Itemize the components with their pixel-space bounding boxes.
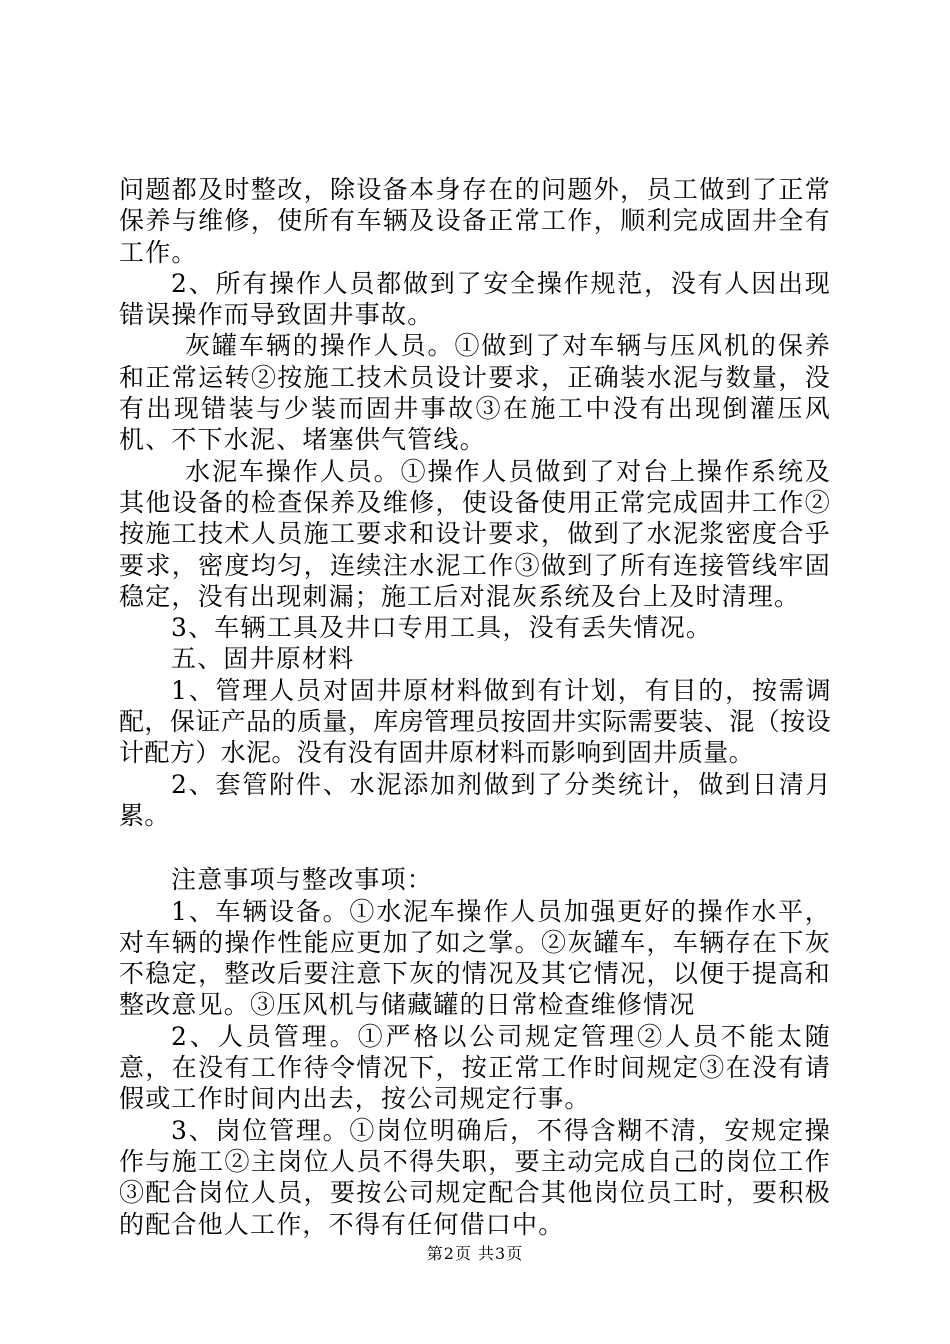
paragraph-vehicle-equipment: 1、车辆设备。①水泥车操作人员加强更好的操作水平，对车辆的操作性能应更加了如之掌。②灰罐车，车辆存在下灰不稳定，整改后要注意下灰的情况及其它情况，以便于提高和整改意见。③压风机与储藏罐的日常检查维修情况 [119,896,831,1020]
paragraph-ash-tank-operators: 灰罐车辆的操作人员。①做到了对车辆与压风机的保养和正常运转②按施工技术员设计要求，正确装水泥与数量，没有出现错装与少装而固井事故③在施工中没有出现倒灌压风机、不下水泥、堵塞供气管线。 [119,331,831,455]
paragraph-cement-truck-operators: 水泥车操作人员。①操作人员做到了对台上操作系统及其他设备的检查保养及维修，使设备使用正常完成固井工作②按施工技术人员施工要求和设计要求，做到了水泥浆密度合乎要求，密度均匀，连续注水泥工作③做到了所有连接管线牢固稳定，没有出现刺漏；施工后对混灰系统及台上及时清理。 [119,456,831,611]
paragraph-materials-planning: 1、管理人员对固井原材料做到有计划，有目的，按需调配，保证产品的质量，库房管理员按固井实际需要装、混（按设计配方）水泥。没有没有固井原材料而影响到固井质量。 [119,675,831,768]
paragraph-continuation: 问题都及时整改，除设备本身存在的问题外，员工做到了正常保养与维修，使所有车辆及设备正常工作，顺利完成固井全有工作。 [119,175,831,267]
document-body [119,174,831,1240]
paragraph-tools: 3、车辆工具及井口专用工具，没有丢失情况。 [171,613,713,643]
paragraph-gap [119,831,831,864]
paragraph-personnel-management: 2、人员管理。①严格以公司规定管理②人员不能太随意，在没有工作待令情况下，按正常工作时间规定③在没有请假或工作时间内出去，按公司规定行事。 [119,1021,831,1114]
paragraph-casing-accessories: 2、套管附件、水泥添加剂做到了分类统计，做到日清月累。 [119,769,831,830]
section-heading-notes: 注意事项与整改事项： [171,865,434,895]
paragraph-operator-safety: 2、所有操作人员都做到了安全操作规范，没有人因出现错误操作而导致固井事故。 [119,268,831,330]
paragraph-position-management: 3、岗位管理。①岗位明确后，不得含糊不清，安规定操作与施工②主岗位人员不得失职，要主动完成自己的岗位工作③配合岗位人员，要按公司规定配合其他岗位员工时，要积极的配合他人工作，不得有任何借口中。 [119,1115,831,1239]
section-heading-materials: 五、固井原材料 [171,644,355,674]
page-number-footer: 第2页 共3页 [426,1244,524,1263]
